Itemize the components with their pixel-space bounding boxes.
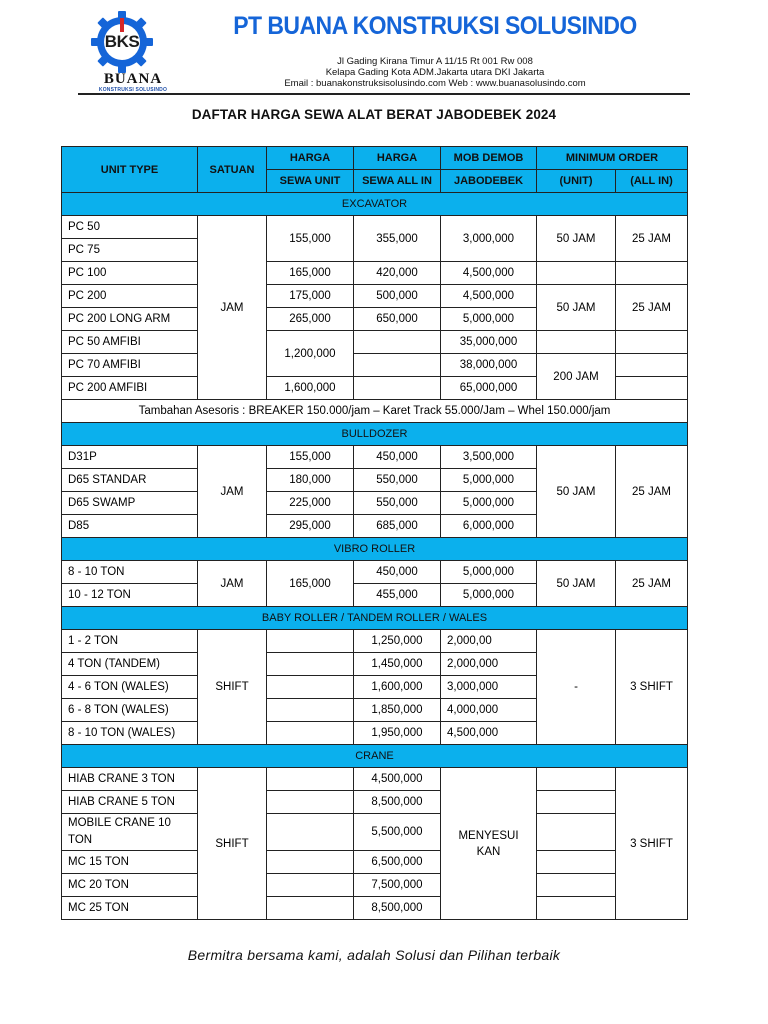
min-unit-cell: 50 JAM — [537, 446, 616, 538]
sewa-allin-cell: 450,000 — [354, 561, 441, 584]
sewa-allin-cell: 550,000 — [354, 492, 441, 515]
sewa-allin-cell: 450,000 — [354, 446, 441, 469]
sewa-allin-cell: 550,000 — [354, 469, 441, 492]
sewa-unit-cell — [267, 699, 354, 722]
sewa-unit-cell: 165,000 — [267, 561, 354, 607]
address-line-1: Jl Gading Kirana Timur A 11/15 Rt 001 Rw 008 — [337, 56, 533, 67]
table-row — [62, 354, 688, 377]
unit-cell: PC 200 AMFIBI — [62, 377, 198, 400]
sewa-unit-cell — [267, 653, 354, 676]
section-row — [62, 607, 688, 630]
mob-cell: 65,000,000 — [441, 377, 537, 400]
sewa-allin-cell: 8,500,000 — [354, 897, 441, 920]
mob-cell: 5,000,000 — [441, 561, 537, 584]
unit-cell: PC 50 AMFIBI — [62, 331, 198, 354]
header-satuan: SATUAN — [198, 147, 267, 193]
sewa-allin-cell — [354, 354, 441, 377]
sewa-unit-cell — [267, 791, 354, 814]
sewa-allin-cell: 5,500,000 — [354, 814, 441, 851]
mob-cell: 5,000,000 — [441, 492, 537, 515]
section-row — [62, 193, 688, 216]
satuan-cell: JAM — [198, 446, 267, 538]
mob-cell: MENYESUIKAN — [441, 768, 537, 920]
mob-cell: 35,000,000 — [441, 331, 537, 354]
satuan-cell: SHIFT — [198, 630, 267, 745]
sewa-allin-cell: 500,000 — [354, 285, 441, 308]
unit-cell: PC 70 AMFIBI — [62, 354, 198, 377]
sewa-allin-cell: 7,500,000 — [354, 874, 441, 897]
unit-cell: 8 - 10 TON — [62, 561, 198, 584]
min-allin-cell — [616, 354, 688, 377]
sewa-unit-cell — [267, 676, 354, 699]
min-allin-cell — [616, 331, 688, 354]
unit-cell: 4 TON (TANDEM) — [62, 653, 198, 676]
min-allin-cell: 3 SHIFT — [616, 768, 688, 920]
mob-cell: 6,000,000 — [441, 515, 537, 538]
sewa-allin-cell: 355,000 — [354, 216, 441, 262]
min-unit-cell — [537, 262, 616, 285]
address-line-2: Kelapa Gading Kota ADM.Jakarta utara DKI Jakarta — [325, 67, 545, 78]
table-row — [62, 216, 688, 239]
min-unit-cell — [537, 897, 616, 920]
unit-cell: PC 200 LONG ARM — [62, 308, 198, 331]
sewa-unit-cell: 1,200,000 — [267, 331, 354, 377]
document-title: DAFTAR HARGA SEWA ALAT BERAT JABODEBEK 2024 — [191, 107, 557, 122]
table-row — [62, 630, 688, 653]
unit-cell: D65 SWAMP — [62, 492, 198, 515]
sewa-allin-cell: 1,850,000 — [354, 699, 441, 722]
mob-cell: 3,000,000 — [441, 676, 537, 699]
unit-cell: PC 75 — [62, 239, 198, 262]
sewa-allin-cell: 6,500,000 — [354, 851, 441, 874]
section-bulldozer: BULLDOZER — [62, 423, 688, 446]
min-allin-cell: 25 JAM — [616, 561, 688, 607]
unit-cell: 1 - 2 TON — [62, 630, 198, 653]
sewa-allin-cell: 650,000 — [354, 308, 441, 331]
min-allin-cell: 3 SHIFT — [616, 630, 688, 745]
mob-cell: 5,000,000 — [441, 584, 537, 607]
logo-tagline: KONSTRUKSI SOLUSINDO — [98, 87, 168, 93]
min-unit-cell: 200 JAM — [537, 354, 616, 400]
sewa-allin-cell: 4,500,000 — [354, 768, 441, 791]
company-logo — [84, 10, 176, 93]
sewa-unit-cell: 180,000 — [267, 469, 354, 492]
unit-cell: D85 — [62, 515, 198, 538]
section-vibro-roller: VIBRO ROLLER — [62, 538, 688, 561]
unit-cell: 8 - 10 TON (WALES) — [62, 722, 198, 745]
sewa-allin-cell: 420,000 — [354, 262, 441, 285]
mob-cell: 4,500,000 — [441, 722, 537, 745]
sewa-unit-cell: 1,600,000 — [267, 377, 354, 400]
unit-cell: MC 15 TON — [62, 851, 198, 874]
mob-cell: 5,000,000 — [441, 469, 537, 492]
min-unit-cell — [537, 331, 616, 354]
table-row — [62, 285, 688, 308]
min-unit-cell — [537, 791, 616, 814]
min-unit-cell: 50 JAM — [537, 216, 616, 262]
header-jabodebek: JABODEBEK — [441, 170, 537, 193]
price-table — [61, 146, 688, 920]
unit-cell: MC 25 TON — [62, 897, 198, 920]
footer-slogan: Bermitra bersama kami, adalah Solusi dan Pilihan terbaik — [187, 947, 561, 963]
sewa-unit-cell: 295,000 — [267, 515, 354, 538]
table-row — [62, 331, 688, 354]
unit-cell: 6 - 8 TON (WALES) — [62, 699, 198, 722]
sewa-allin-cell: 8,500,000 — [354, 791, 441, 814]
mob-cell: 2,000,00 — [441, 630, 537, 653]
table-row — [62, 791, 688, 814]
sewa-unit-cell — [267, 897, 354, 920]
sewa-allin-cell — [354, 331, 441, 354]
sewa-allin-cell: 1,950,000 — [354, 722, 441, 745]
table-header-row — [62, 147, 688, 170]
contact-line: Email : buanakonstruksisolusindo.com Web : www.buanasolusindo.com — [284, 78, 586, 89]
header-mob-top: MOB DEMOB — [441, 147, 537, 170]
unit-cell: HIAB CRANE 3 TON — [62, 768, 198, 791]
min-unit-cell — [537, 768, 616, 791]
header-unit-type: UNIT TYPE — [62, 147, 198, 193]
sewa-allin-cell: 1,450,000 — [354, 653, 441, 676]
header-divider — [78, 93, 690, 95]
table-row — [62, 446, 688, 469]
header-minimum-order: MINIMUM ORDER — [537, 147, 688, 170]
table-row — [62, 814, 688, 851]
sewa-unit-cell — [267, 768, 354, 791]
unit-cell: MC 20 TON — [62, 874, 198, 897]
sewa-unit-cell — [267, 722, 354, 745]
satuan-cell: JAM — [198, 216, 267, 400]
table-row — [62, 874, 688, 897]
unit-cell: D65 STANDAR — [62, 469, 198, 492]
mob-cell: 5,000,000 — [441, 308, 537, 331]
table-row — [62, 768, 688, 791]
table-row — [62, 851, 688, 874]
sewa-unit-cell — [267, 630, 354, 653]
min-allin-cell — [616, 262, 688, 285]
sewa-allin-cell: 1,600,000 — [354, 676, 441, 699]
section-row — [62, 538, 688, 561]
section-crane: CRANE — [62, 745, 688, 768]
min-allin-cell: 25 JAM — [616, 446, 688, 538]
header-harga-allin-top: HARGA — [354, 147, 441, 170]
mob-cell: 3,500,000 — [441, 446, 537, 469]
min-unit-cell: - — [537, 630, 616, 745]
unit-cell: PC 100 — [62, 262, 198, 285]
sewa-unit-cell — [267, 814, 354, 851]
unit-cell: MOBILE CRANE 10 TON — [62, 814, 198, 851]
min-allin-cell — [616, 377, 688, 400]
note-row — [62, 400, 688, 423]
header-min-unit: (UNIT) — [537, 170, 616, 193]
sewa-unit-cell: 155,000 — [267, 446, 354, 469]
unit-cell: 4 - 6 TON (WALES) — [62, 676, 198, 699]
header-min-allin: (ALL IN) — [616, 170, 688, 193]
unit-cell: PC 200 — [62, 285, 198, 308]
mob-cell: 4,500,000 — [441, 285, 537, 308]
section-baby-roller: BABY ROLLER / TANDEM ROLLER / WALES — [62, 607, 688, 630]
unit-cell: D31P — [62, 446, 198, 469]
min-unit-cell — [537, 851, 616, 874]
mob-cell: 2,000,000 — [441, 653, 537, 676]
unit-cell: HIAB CRANE 5 TON — [62, 791, 198, 814]
logo-name: BUANA — [103, 71, 163, 87]
sewa-unit-cell: 265,000 — [267, 308, 354, 331]
accessory-note: Tambahan Asesoris : BREAKER 150.000/jam – Karet Track 55.000/Jam – Whel 150.000/jam — [62, 400, 688, 423]
logo-letters: BKS — [104, 32, 140, 51]
header-harga-unit-top: HARGA — [267, 147, 354, 170]
sewa-unit-cell: 175,000 — [267, 285, 354, 308]
min-unit-cell: 50 JAM — [537, 561, 616, 607]
section-excavator: EXCAVATOR — [62, 193, 688, 216]
unit-cell: 10 - 12 TON — [62, 584, 198, 607]
satuan-cell: SHIFT — [198, 768, 267, 920]
mob-cell: 38,000,000 — [441, 354, 537, 377]
table-row — [62, 561, 688, 584]
sewa-unit-cell: 155,000 — [267, 216, 354, 262]
min-unit-cell — [537, 874, 616, 897]
sewa-unit-cell — [267, 874, 354, 897]
min-allin-cell: 25 JAM — [616, 216, 688, 262]
min-unit-cell: 50 JAM — [537, 285, 616, 331]
satuan-cell: JAM — [198, 561, 267, 607]
company-name: PT BUANA KONSTRUKSI SOLUSINDO — [233, 12, 637, 40]
mob-cell: 3,000,000 — [441, 216, 537, 262]
min-allin-cell: 25 JAM — [616, 285, 688, 331]
header-sewa-allin: SEWA ALL IN — [354, 170, 441, 193]
sewa-unit-cell: 225,000 — [267, 492, 354, 515]
mob-cell: 4,500,000 — [441, 262, 537, 285]
min-unit-cell — [537, 814, 616, 851]
sewa-allin-cell — [354, 377, 441, 400]
table-row — [62, 262, 688, 285]
sewa-allin-cell: 1,250,000 — [354, 630, 441, 653]
header-sewa-unit: SEWA UNIT — [267, 170, 354, 193]
section-row — [62, 423, 688, 446]
sewa-unit-cell: 165,000 — [267, 262, 354, 285]
sewa-allin-cell: 685,000 — [354, 515, 441, 538]
section-row — [62, 745, 688, 768]
mob-cell: 4,000,000 — [441, 699, 537, 722]
sewa-unit-cell — [267, 851, 354, 874]
sewa-allin-cell: 455,000 — [354, 584, 441, 607]
unit-cell: PC 50 — [62, 216, 198, 239]
table-row — [62, 897, 688, 920]
